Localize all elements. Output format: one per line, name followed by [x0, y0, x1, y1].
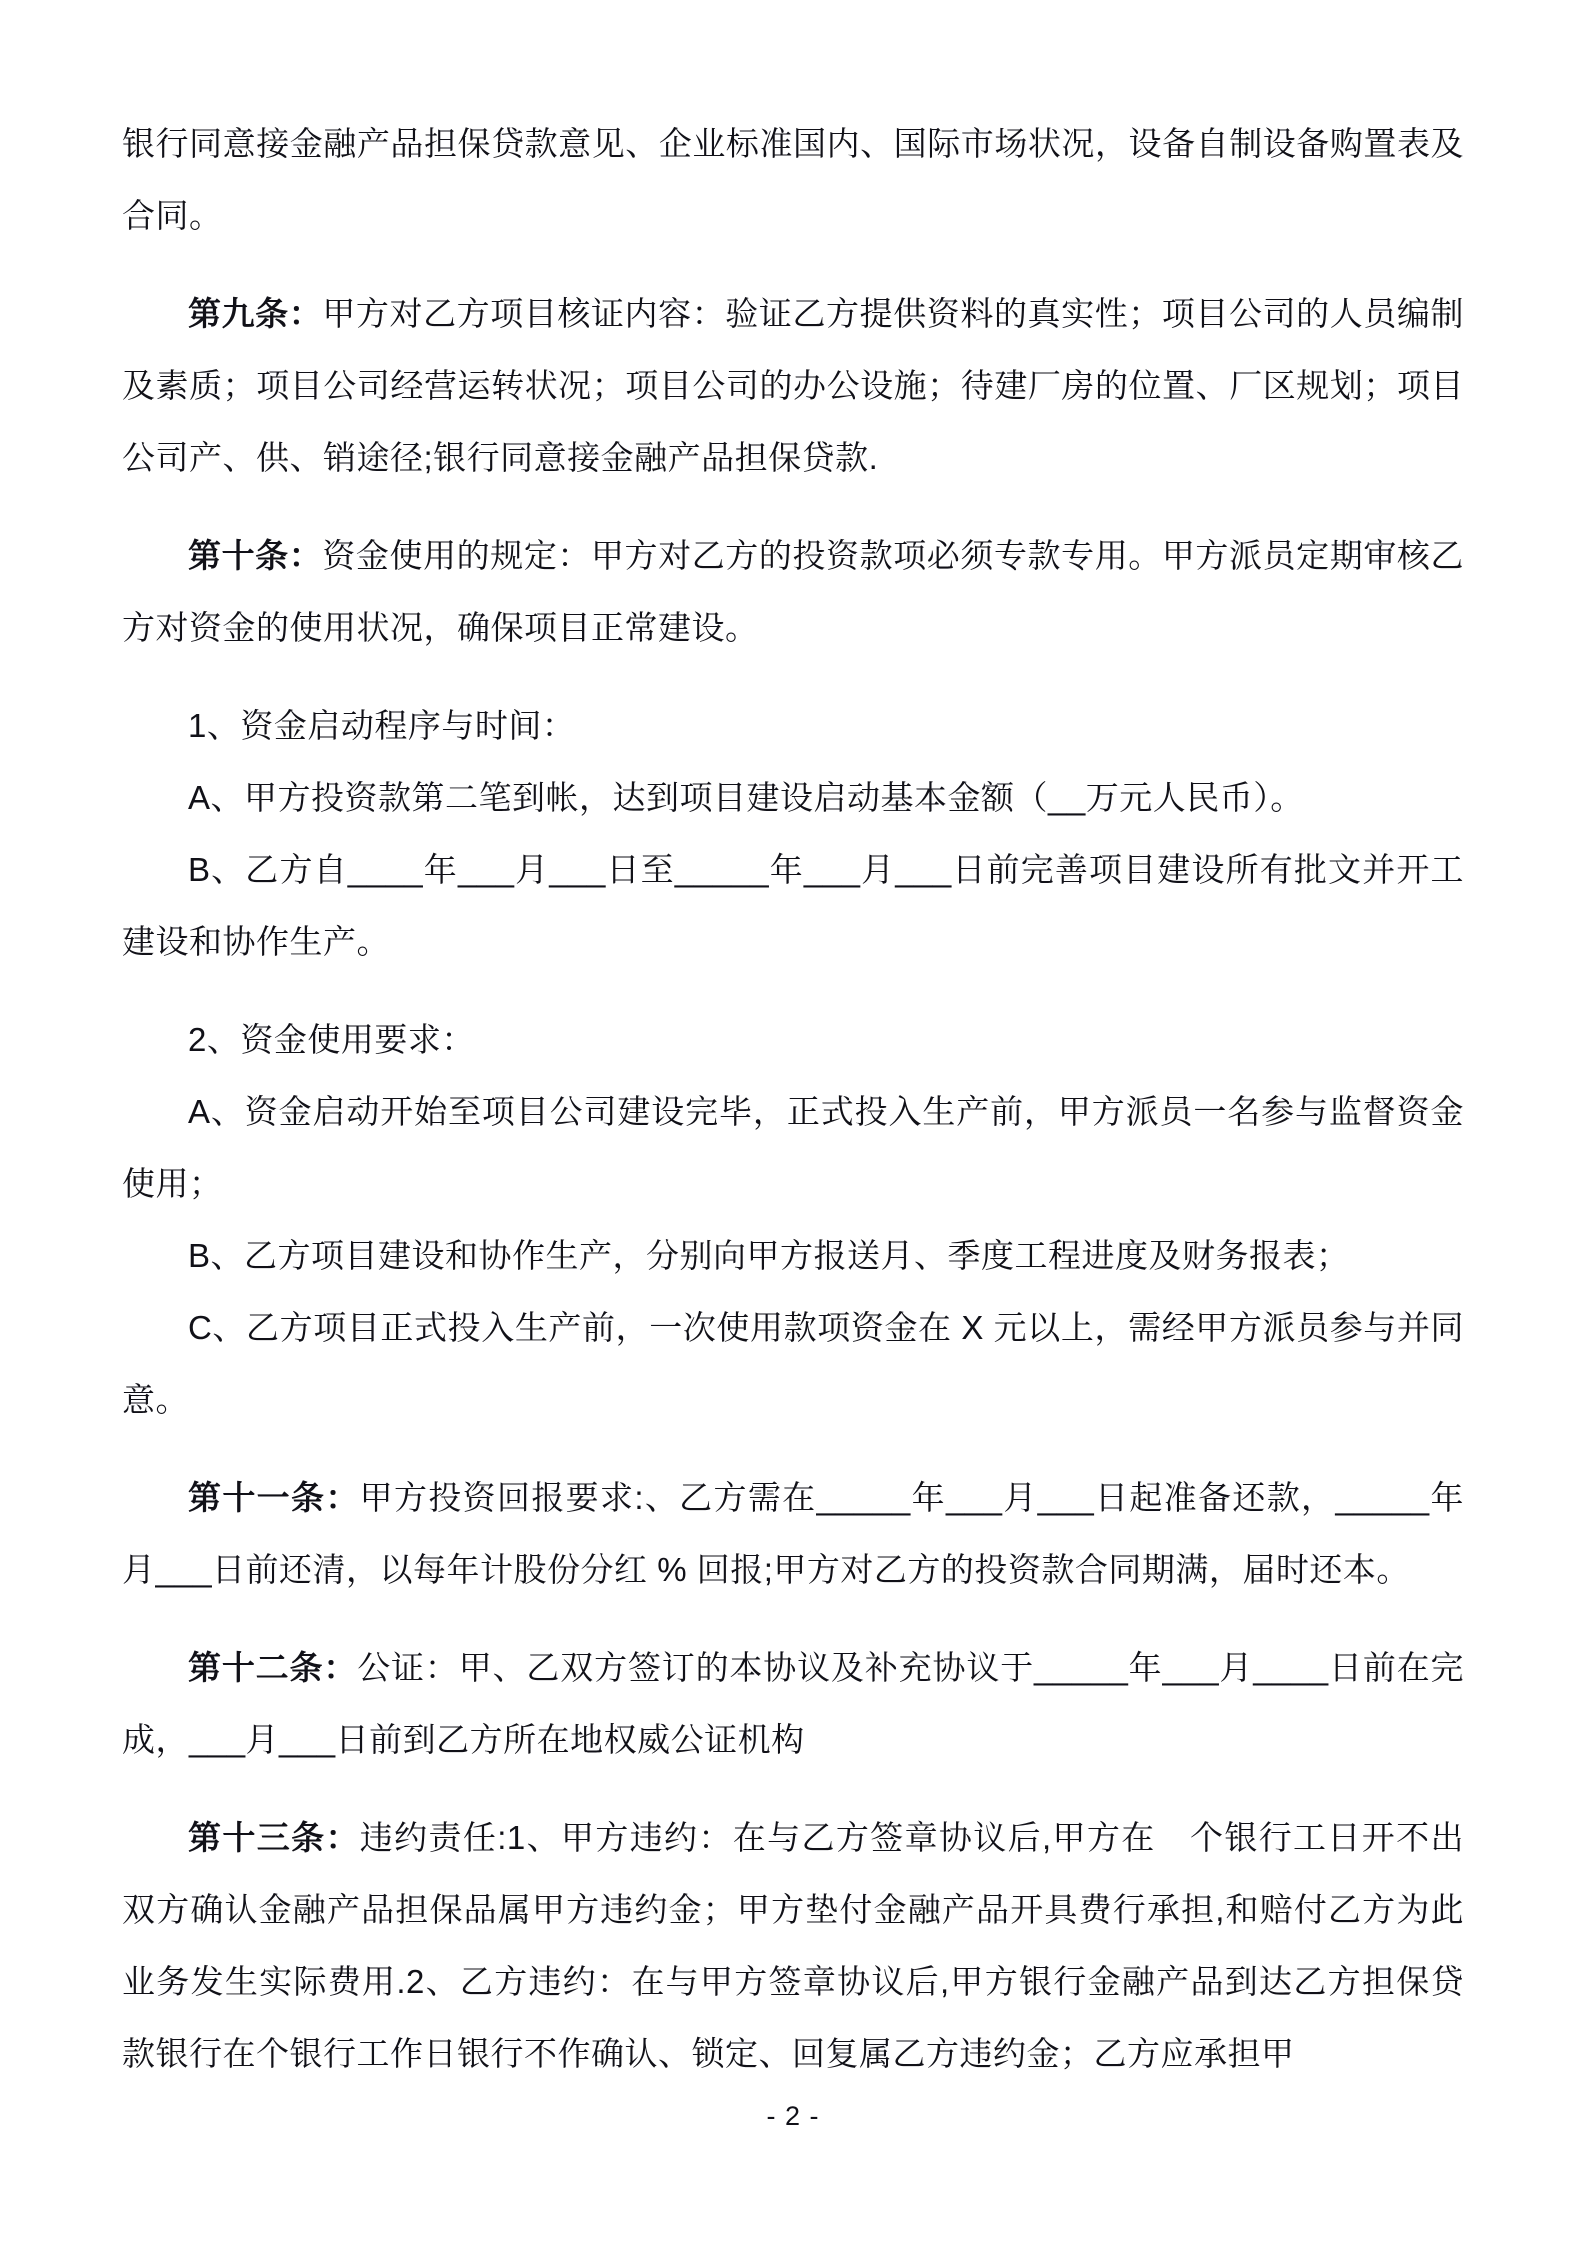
clause-label: 第九条：	[188, 295, 323, 332]
text-run: A、甲方投资款第二笔到帐，达到项目建设启动基本金额（__万元人民币）。	[188, 779, 1304, 816]
clause-12	[122, 1632, 1464, 1776]
text-run: B、乙方项目建设和协作生产，分别向甲方报送月、季度工程进度及财务报表；	[188, 1237, 1350, 1274]
clause-label: 第十二条：	[188, 1649, 358, 1686]
clause-10	[122, 520, 1464, 664]
clause-label: 第十条：	[188, 537, 323, 574]
clause-13	[122, 1802, 1464, 2090]
text-run: 资金使用的规定：甲方对乙方的投资款项必须专款专用。甲方派员定期审核乙方对资金的使用状况，确保项目正常建设。	[122, 537, 1465, 646]
item-2-c	[122, 1292, 1464, 1436]
page-number: - 2 -	[766, 2101, 820, 2131]
clause-label: 第十一条：	[188, 1479, 360, 1516]
text-run: B、乙方自____年___月___日至_____年___月___日前完善项目建设所有批文并开工建设和协作生产。	[122, 851, 1464, 960]
item-1	[122, 690, 1464, 762]
text-run: 公证：甲、乙双方签订的本协议及补充协议于_____年___月____日前在完成，___月___日前到乙方所在地权威公证机构	[122, 1649, 1465, 1758]
text-run: 违约责任:1、甲方违约：在与乙方签章协议后,甲方在 个银行工日开不出双方确认金融产品担保品属甲方违约金；甲方垫付金融产品开具费行承担,和赔付乙方为此业务发生实际费用.2、乙方违约：在与甲方签章协议后,甲方银行金融产品到达乙方担保贷款银行在个银行工作日银行不作确认、锁定、回复属乙方违约金；乙方应承担甲	[122, 1819, 1464, 2072]
text-run: 1、资金启动程序与时间：	[188, 707, 576, 744]
item-2-b	[122, 1220, 1464, 1292]
text-run: C、乙方项目正式投入生产前，一次使用款项资金在 X 元以上，需经甲方派员参与并同意。	[122, 1309, 1464, 1418]
item-2-a	[122, 1076, 1464, 1220]
continued-paragraph	[122, 108, 1464, 252]
clause-9	[122, 278, 1464, 494]
item-1-a	[122, 762, 1464, 834]
text-run: 银行同意接金融产品担保贷款意见、企业标准国内、国际市场状况，设备自制设备购置表及合同。	[122, 125, 1464, 234]
document-body	[122, 108, 1464, 2090]
text-run: 2、资金使用要求：	[188, 1021, 475, 1058]
item-2	[122, 1004, 1464, 1076]
clause-label: 第十三条：	[188, 1819, 360, 1856]
text-run: 甲方对乙方项目核证内容：验证乙方提供资料的真实性；项目公司的人员编制及素质；项目公司经营运转状况；项目公司的办公设施；待建厂房的位置、厂区规划；项目公司产、供、销途径;银行同意接金融产品担保贷款.	[122, 295, 1465, 476]
text-run: A、资金启动开始至项目公司建设完毕，正式投入生产前，甲方派员一名参与监督资金使用；	[122, 1093, 1464, 1202]
clause-11	[122, 1462, 1464, 1606]
item-1-b	[122, 834, 1464, 978]
text-run: 甲方投资回报要求:、乙方需在_____年___月___日起准备还款，_____年月___日前还清，以每年计股份分红 % 回报;甲方对乙方的投资款合同期满，届时还本。	[122, 1479, 1464, 1588]
